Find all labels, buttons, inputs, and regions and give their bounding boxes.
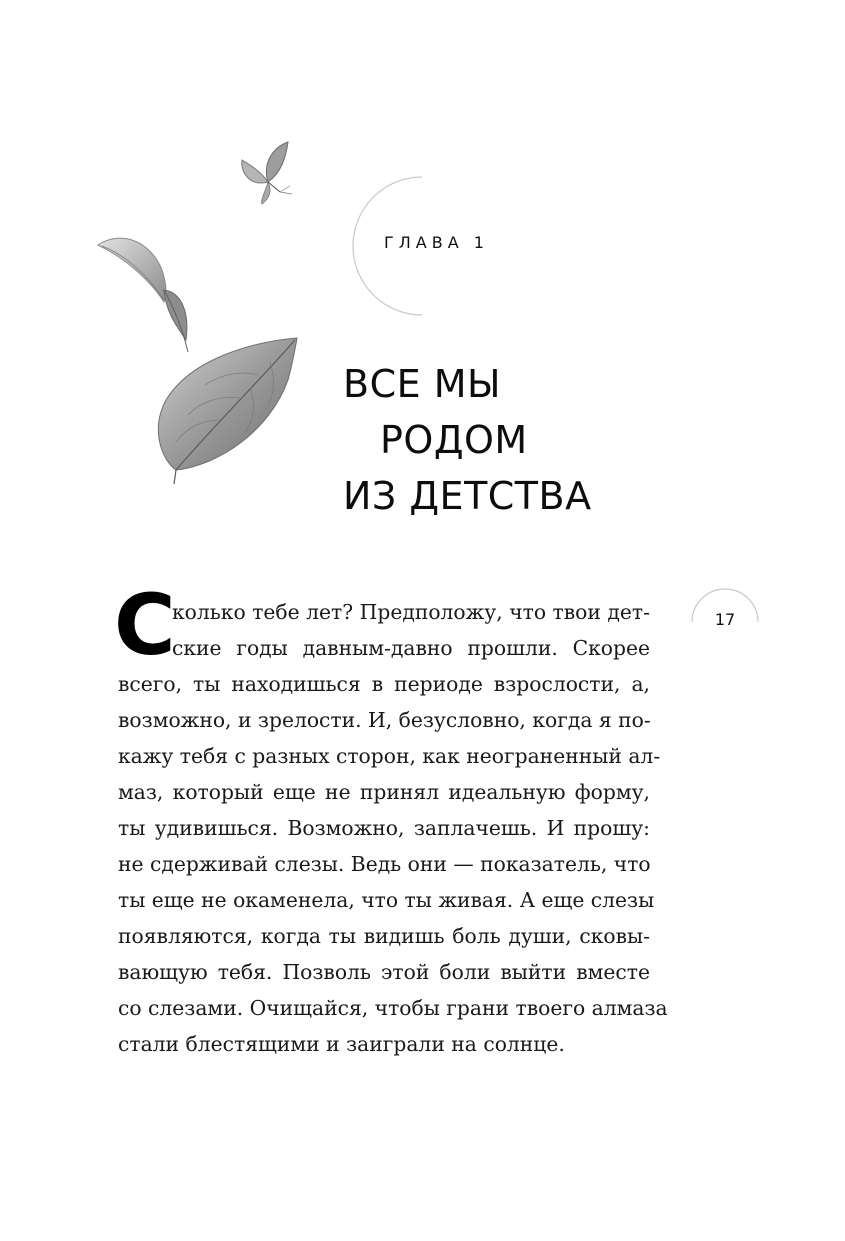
butterfly-icon — [242, 142, 292, 204]
leaf-icon — [164, 290, 188, 352]
body-text-line: ские годы давным-давно прошли. Скорее — [172, 636, 650, 660]
body-text-line: всего, ты находишься в периоде взрослости, а, — [118, 672, 650, 696]
ornament-illustration — [90, 130, 310, 490]
body-text-line: маз, который еще не принял идеальную форму, — [118, 780, 650, 804]
body-text-line: ты еще не окаменела, что ты живая. А еще слезы — [118, 888, 655, 912]
page-number: 17 — [714, 610, 736, 629]
leaf-icon — [158, 338, 297, 484]
chapter-label: ГЛАВА 1 — [384, 233, 489, 252]
body-text-line: ты удивишься. Возможно, заплачешь. И прошу: — [118, 816, 650, 840]
body-text-line: кажу тебя с разных сторон, как неограненный ал- — [118, 744, 661, 768]
chapter-title-line: РОДОМ — [380, 418, 528, 462]
body-text-line: появляются, когда ты видишь боль души, сковы- — [118, 924, 650, 948]
leaf-icon — [98, 238, 166, 302]
body-text-line: стали блестящими и заиграли на солнце. — [118, 1032, 565, 1056]
chapter-title-line: ВСЕ МЫ — [343, 362, 502, 406]
body-text-line: колько тебе лет? Предположу, что твои дет- — [172, 600, 650, 624]
chapter-title-line: ИЗ ДЕТСТВА — [343, 474, 592, 518]
body-text-line: вающую тебя. Позволь этой боли выйти вместе — [118, 960, 650, 984]
drop-cap: С — [114, 576, 176, 674]
body-text-line: возможно, и зрелости. И, безусловно, когда я по- — [118, 708, 651, 732]
body-text-line: со слезами. Очищайся, чтобы грани твоего алмаза — [118, 996, 668, 1020]
body-text-line: не сдерживай слезы. Ведь они — показатель, что — [118, 852, 651, 876]
